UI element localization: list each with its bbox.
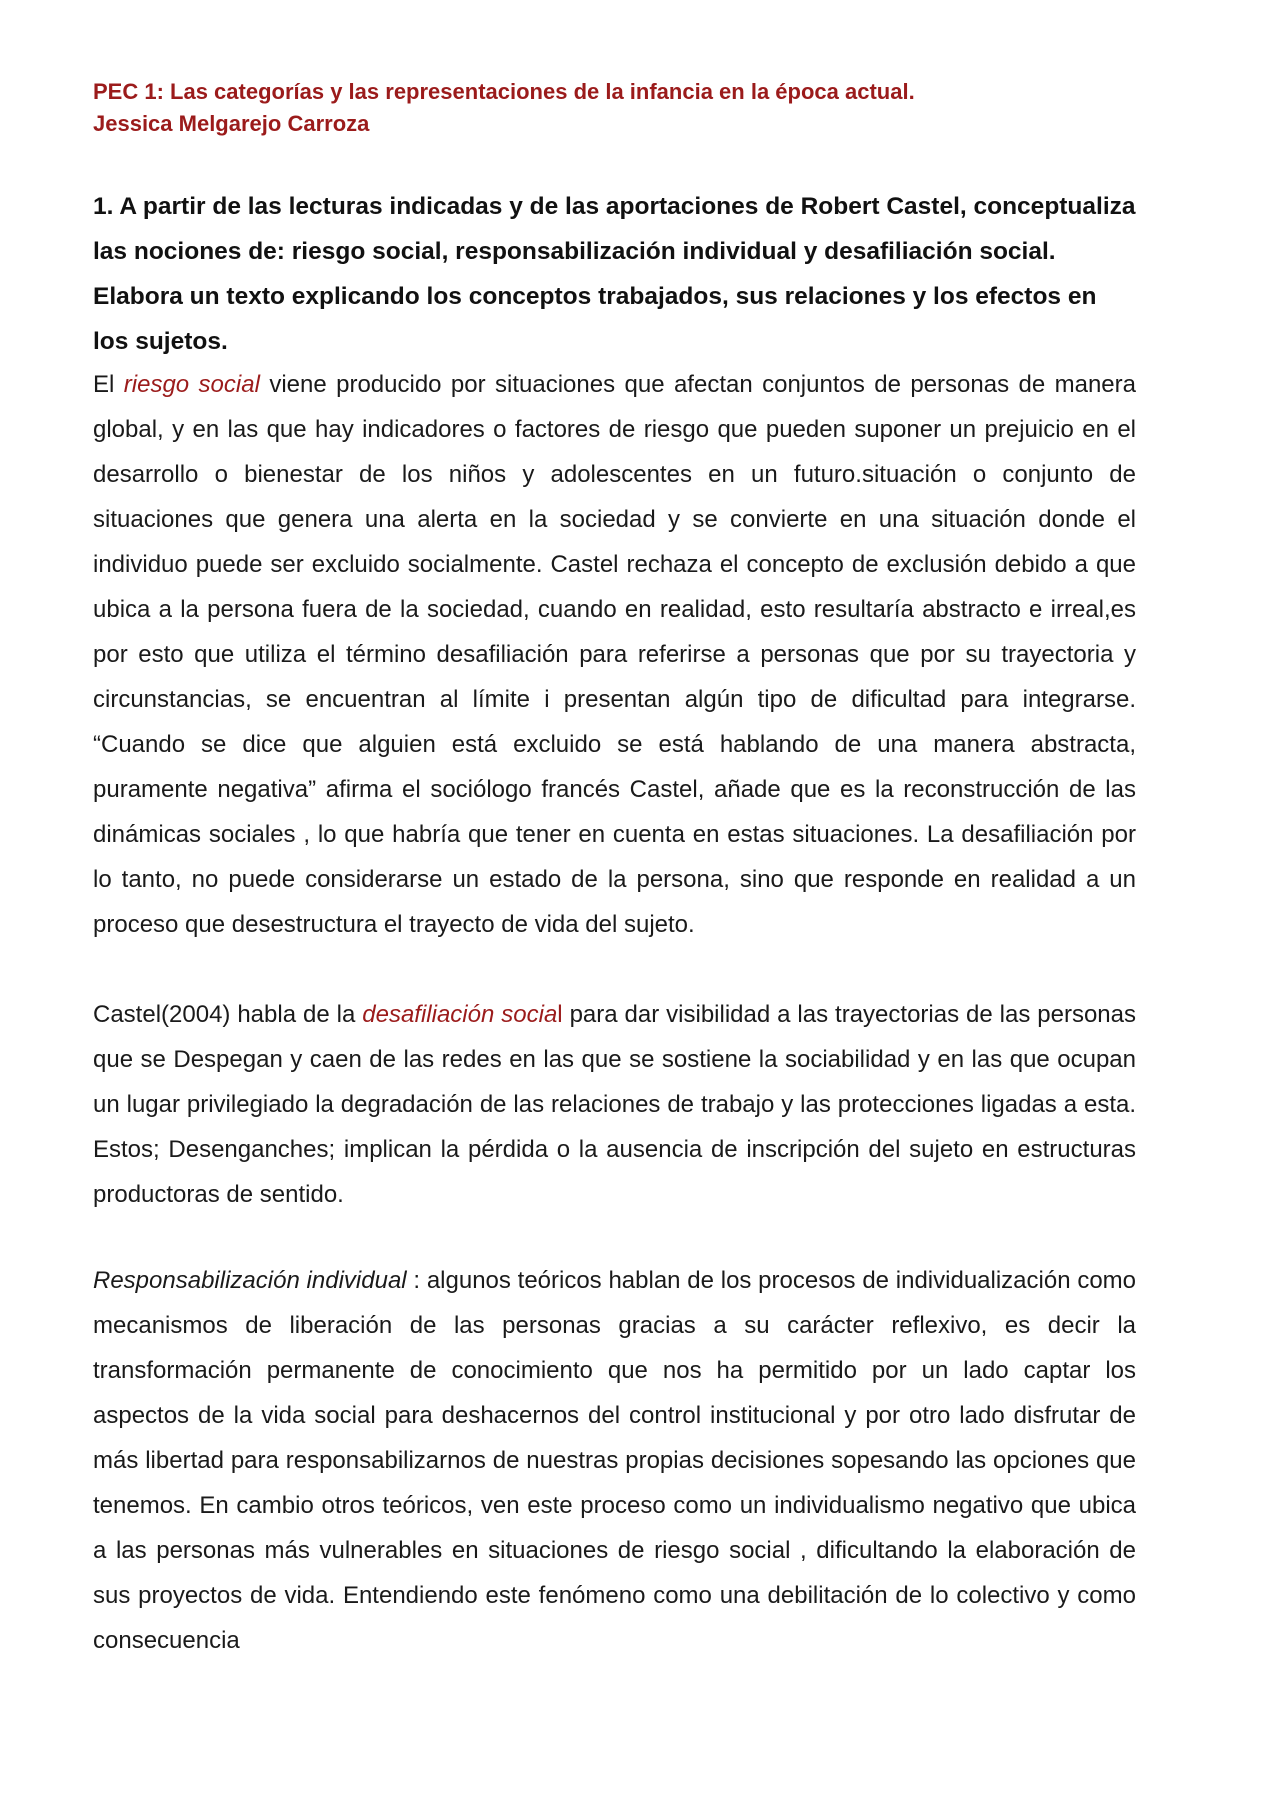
paragraph-lead: El <box>93 371 124 398</box>
paragraph-text: viene producido por situaciones que afectan conjuntos de personas de manera global, y en las que hay indicadores o factores de riesgo que pueden suponer un prejuicio en el desarrollo o bienestar de los niños y adolescentes en un futuro.situación o conjunto de situaciones que genera una alerta en la sociedad y se convierte en una situación donde el individuo puede ser excluido socialmente. Castel rechaza el concepto de exclusión debido a que ubica a la persona fuera de la sociedad, cuando en realidad, esto resultaría abstracto e irreal,es por esto que utiliza el término desafiliación para referirse a personas que por su trayectoria y circunstancias, se encuentran al límite i presentan algún tipo de dificultad para integrarse. “Cuando se dice que alguien está excluido se está hablando de una manera abstracta, puramente negativa” afirma el sociólogo francés Castel, añade que es la reconstrucción de las dinámicas sociales , lo que habría que tener en cuenta en estas situaciones. La desafiliación por lo tanto, no puede considerarse un estado de la persona, sino que responde en realidad a un proceso que desestructura el trayecto de vida del sujeto. <box>93 371 1136 938</box>
paragraph-lead: Castel(2004) habla de la <box>93 1001 363 1028</box>
paragraph-desafiliacion-social <box>93 992 1136 1217</box>
document-title: PEC 1: Las categorías y las representaciones de la infancia en la época actual. <box>93 79 915 104</box>
document-header <box>93 76 1136 140</box>
term-responsabilizacion-individual: Responsabilización individual <box>93 1267 407 1294</box>
paragraph-riesgo-social <box>93 362 1136 947</box>
term-desafiliacion-social-tail: l <box>557 1001 563 1028</box>
term-desafiliacion-social: desafiliación socia <box>362 1001 558 1028</box>
question-heading: 1. A partir de las lecturas indicadas y de las aportaciones de Robert Castel, conceptualiza las nociones de: riesgo social, responsabilización individual y desafiliación social. Elabora un texto explicando los conceptos trabajados, sus relaciones y los efectos en los sujetos. <box>93 193 1136 355</box>
paragraph-text: : algunos teóricos hablan de los procesos de individualización como mecanismos de liberación de las personas gracias a su carácter reflexivo, es decir la transformación permanente de conocimiento que nos ha permitido por un lado captar los aspectos de la vida social para deshacernos del control institucional y por otro lado disfrutar de más libertad para responsabilizarnos de nuestras propias decisiones sopesando las opciones que tenemos. En cambio otros teóricos, ven este proceso como un individualismo negativo que ubica a las personas más vulnerables en situaciones de riesgo social , dificultando la elaboración de sus proyectos de vida. Entendiendo este fenómeno como una debilitación de lo colectivo y como consecuencia <box>93 1267 1136 1654</box>
term-riesgo-social: riesgo social <box>123 371 260 398</box>
paragraph-text: para dar visibilidad a las trayectorias de las personas que se Despegan y caen de las redes en las que se sostiene la sociabilidad y en las que ocupan un lugar privilegiado la degradación de las relaciones de trabajo y las protecciones ligadas a esta. Estos; Desenganches; implican la pérdida o la ausencia de inscripción del sujeto en estructuras productoras de sentido. <box>93 1001 1137 1208</box>
paragraph-responsabilizacion-individual <box>93 1258 1136 1663</box>
document-author: Jessica Melgarejo Carroza <box>93 111 370 136</box>
